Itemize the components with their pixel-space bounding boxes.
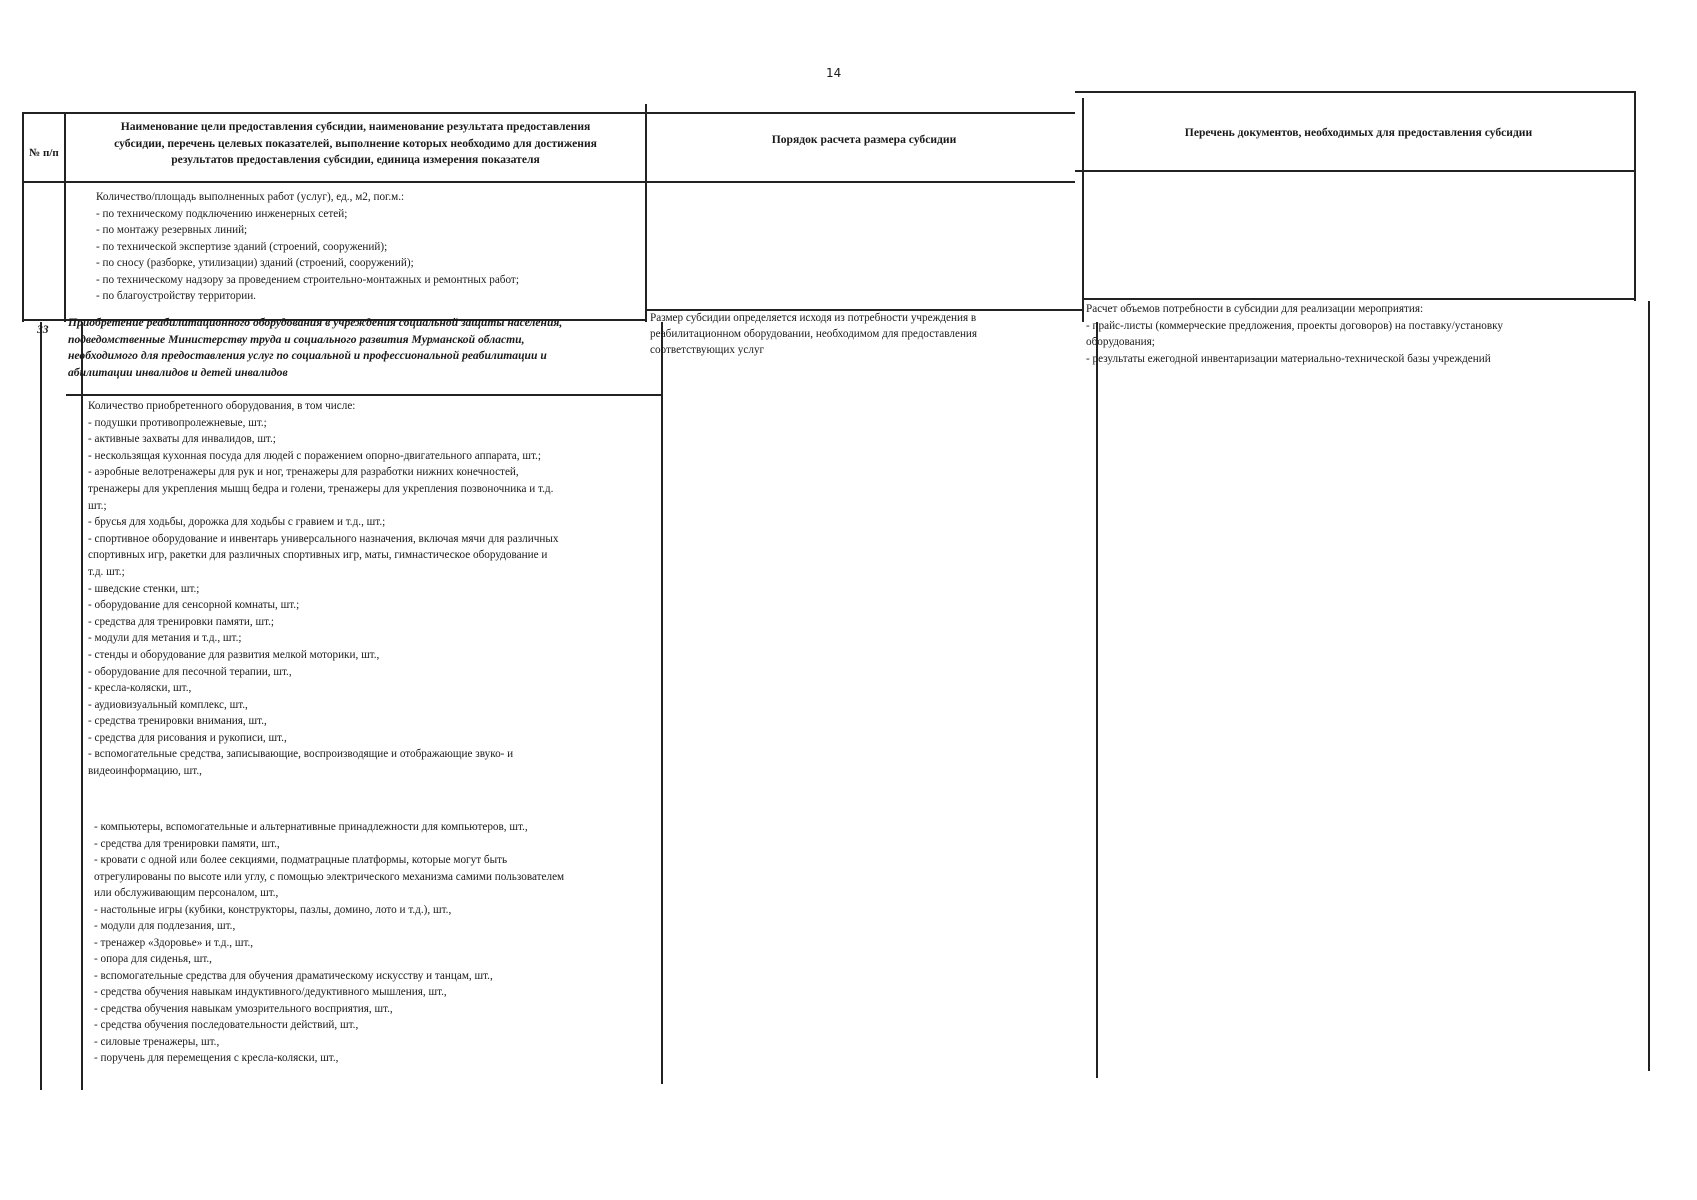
header-col-docs: Перечень документов, необходимых для предоставления субсидии xyxy=(1184,126,1533,139)
prev-row-indicators xyxy=(96,189,519,305)
indicator-line: - аудиовизуальный комплекс, шт., xyxy=(88,698,248,711)
calc-line: реабилитационном оборудовании, необходимом для предоставления xyxy=(650,328,978,340)
header-goal-line-1: Наименование цели предоставления субсидии, наименование результата предоставления xyxy=(120,120,591,133)
indicator-line: - кровати с одной или более секциями, подматрацные платформы, которые могут быть xyxy=(94,854,508,866)
row33-indicators-part2 xyxy=(94,819,564,1067)
row33-goal xyxy=(68,315,562,381)
indicator-line: - брусья для ходьбы, дорожка для ходьбы с гравием и т.д., шт.; xyxy=(88,516,386,529)
page-number: 14 xyxy=(826,66,842,80)
prev-row-line: - по техническому подключению инженерных сетей; xyxy=(96,207,348,220)
indicator-line: отрегулированы по высоте или углу, с помощью электрического механизма самими пользователем xyxy=(94,870,565,883)
table-right-border xyxy=(1634,91,1636,301)
indicator-line: - настольные игры (кубики, конструкторы, пазлы, домино, лото и т.д.), шт., xyxy=(94,903,452,916)
col2-left-border-lower xyxy=(81,322,83,1090)
indicator-line: - оборудование для песочной терапии, шт., xyxy=(88,665,292,678)
calc-line: Размер субсидии определяется исходя из потребности учреждения в xyxy=(650,312,977,324)
prev-row-line: - по сносу (разборке, утилизации) зданий (строений, сооружений); xyxy=(96,257,414,269)
indicator-line: - средства для тренировки памяти, шт.; xyxy=(88,615,275,628)
indicator-line: тренажеры для укрепления мышц бедра и голени, тренажеры для укрепления позвоночника и т.д. xyxy=(88,482,554,495)
indicator-line: - модули для метания и т.д., шт.; xyxy=(88,632,242,645)
indicator-line: - средства обучения последовательности действий, шт., xyxy=(94,1019,359,1031)
indicator-line: - вспомогательные средства, записывающие, воспроизводящие и отображающие звуко- и xyxy=(88,748,514,761)
header-bottom-border-right xyxy=(1075,170,1635,172)
header-col-number: № п/п xyxy=(29,147,59,159)
docs-line: оборудования; xyxy=(1086,336,1155,348)
header-col-calc: Порядок расчета размера субсидии xyxy=(771,133,957,146)
indicator-line: - стенды и оборудование для развития мелкой моторики, шт., xyxy=(88,648,380,661)
indicator-line: - средства обучения навыкам индуктивного/дедуктивного мышления, шт., xyxy=(94,986,447,998)
table-right-border-lower xyxy=(1648,301,1650,1071)
indicator-line: спортивных игр, ракетки для различных спортивных игр, маты, гимнастическое оборудование и xyxy=(88,549,548,562)
indicator-line: - опора для сиденья, шт., xyxy=(94,953,212,965)
docs-line: - прайс-листы (коммерческие предложения, проекты договоров) на поставку/установку xyxy=(1086,319,1504,332)
indicator-line: шт.; xyxy=(88,499,107,512)
indicator-line: Количество приобретенного оборудования, в том числе: xyxy=(88,400,356,412)
indicator-line: - спортивное оборудование и инвентарь универсального назначения, включая мячи для различных xyxy=(88,532,559,545)
table-top-border-right xyxy=(1075,91,1635,93)
row-number: 33 xyxy=(37,323,49,336)
header-goal-line-3: результатов предоставления субсидии, единица измерения показателя xyxy=(171,153,540,166)
calc-line: соответствующих услуг xyxy=(650,344,765,356)
indicator-line: - оборудование для сенсорной комнаты, шт.; xyxy=(88,599,300,612)
goal-line: абилитации инвалидов и детей инвалидов xyxy=(68,365,288,379)
docs-line: Расчет объемов потребности в субсидии для реализации мероприятия: xyxy=(1086,303,1424,315)
row33-indicators-part1 xyxy=(88,398,558,780)
indicator-line: - компьютеры, вспомогательные и альтернативные принадлежности для компьютеров, шт., xyxy=(94,821,528,833)
prev-row-line: - по техническому надзору за проведением строительно-монтажных и ремонтных работ; xyxy=(96,273,519,286)
col4-left-border-lower xyxy=(1096,322,1098,1078)
docs-line: - результаты ежегодной инвентаризации материально-технической базы учреждений xyxy=(1086,352,1491,365)
header-col-goal xyxy=(66,119,645,169)
indicator-line: - активные захваты для инвалидов, шт.; xyxy=(88,433,276,446)
indicator-line: - силовые тренажеры, шт., xyxy=(94,1035,220,1048)
indicator-line: - нескользящая кухонная посуда для людей с поражением опорно-двигательного аппарата, шт.; xyxy=(88,449,541,462)
prev-row-line: - по благоустройству территории. xyxy=(96,290,256,302)
col1-left-border-lower xyxy=(40,322,42,1090)
prev-row-line: - по технической экспертизе зданий (строений, сооружений); xyxy=(96,240,388,253)
header-goal-line-2: субсидии, перечень целевых показателей, выполнение которых необходимо для достижения xyxy=(114,136,597,150)
indicator-line: - модули для подлезания, шт., xyxy=(94,920,236,932)
indicator-line: - шведские стенки, шт.; xyxy=(88,582,200,595)
goal-indicator-separator xyxy=(66,394,661,396)
goal-line: необходимого для предоставления услуг по социальной и профессиональной реабилитации и xyxy=(68,349,547,362)
goal-line: Приобретение реабилитационного оборудования в учреждения социальной защиты населения, xyxy=(68,316,563,329)
indicator-line: - средства тренировки внимания, шт., xyxy=(88,715,267,728)
goal-line: подведомственные Министерству труда и социального развития Мурманской области, xyxy=(68,332,525,346)
row33-docs xyxy=(1086,301,1503,367)
table-top-border-left xyxy=(22,112,1075,114)
row-separator-right xyxy=(1082,298,1635,300)
indicator-line: - подушки противопролежневые, шт.; xyxy=(88,416,267,429)
indicator-line: - тренажер «Здоровье» и т.д., шт., xyxy=(94,936,254,949)
indicator-line: т.д. шт.; xyxy=(88,565,125,578)
indicator-line: - кресла-коляски, шт., xyxy=(88,682,192,695)
col3-left-border-lower xyxy=(661,322,663,1084)
indicator-line: - поручень для перемещения с кресла-коляски, шт., xyxy=(94,1052,339,1064)
indicator-line: - средства для тренировки памяти, шт., xyxy=(94,837,280,850)
indicator-line: - аэробные велотренажеры для рук и ног, тренажеры для разработки нижних конечностей, xyxy=(88,466,519,479)
indicator-line: - средства обучения навыкам умозрительного восприятия, шт., xyxy=(94,1002,393,1015)
indicator-line: - средства для рисования и рукописи, шт., xyxy=(88,731,287,744)
prev-row-line: - по монтажу резервных линий; xyxy=(96,224,248,236)
indicator-line: - вспомогательные средства для обучения драматическому искусству и танцам, шт., xyxy=(94,969,493,982)
header-bottom-border-left xyxy=(22,181,1075,183)
indicator-line: видеоинформацию, шт., xyxy=(88,765,202,778)
row33-calc xyxy=(650,310,977,358)
indicator-line: или обслуживающим персоналом, шт., xyxy=(94,887,279,899)
col1-left-border xyxy=(22,112,24,322)
prev-row-line: Количество/площадь выполненных работ (услуг), ед., м2, пог.м.: xyxy=(96,191,405,203)
